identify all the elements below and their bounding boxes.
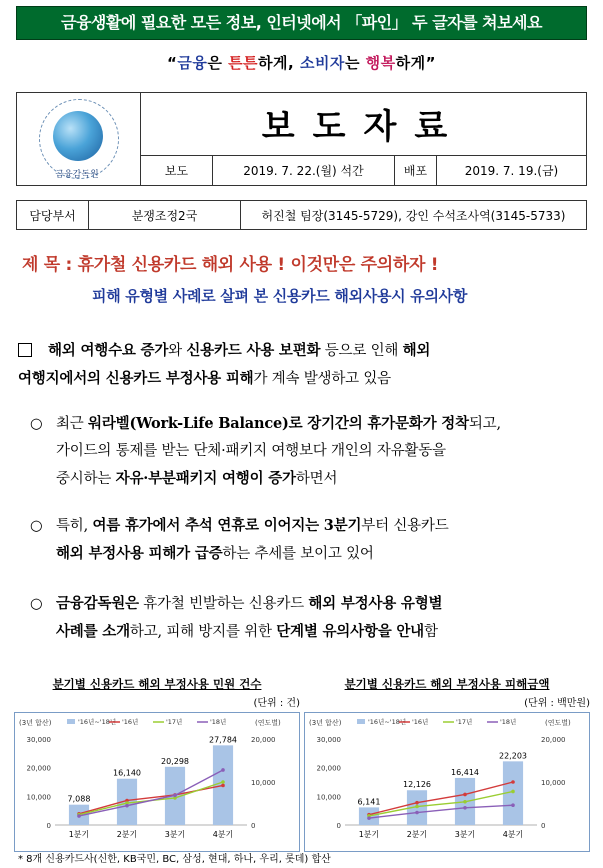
series-point bbox=[77, 814, 81, 818]
left-axis-label: (3년 합산) bbox=[19, 719, 52, 727]
series-line bbox=[369, 791, 513, 816]
y-tick-label: 0 bbox=[46, 822, 51, 830]
logo-text: 금융감독원 bbox=[55, 170, 99, 180]
bar-value-label: 20,298 bbox=[161, 756, 189, 766]
legend-label: '18년 bbox=[210, 718, 227, 726]
x-tick-label: 3분기 bbox=[164, 830, 186, 839]
series-point bbox=[221, 784, 225, 788]
series-point bbox=[463, 800, 467, 804]
text: 등으로 인해 bbox=[320, 343, 403, 359]
text-bold: 해외 여행수요 증가 bbox=[48, 342, 169, 359]
y2-tick-label: 10,000 bbox=[541, 779, 566, 787]
text-bold: 사례를 소개 bbox=[56, 623, 130, 640]
series-point bbox=[463, 806, 467, 810]
text: 휴가철 빈발하는 신용카드 bbox=[138, 596, 309, 612]
bar-value-label: 22,203 bbox=[499, 751, 527, 761]
x-tick-label: 1분기 bbox=[68, 830, 90, 839]
chart-unit: (단위 : 건) bbox=[253, 698, 300, 709]
text: 하면서 bbox=[295, 471, 338, 487]
fss-logo bbox=[17, 93, 137, 185]
right-axis-label: (연도별) bbox=[545, 719, 571, 727]
text: 되고, bbox=[468, 416, 501, 432]
release-date: 2019. 7. 22.(월) 석간 bbox=[213, 155, 395, 185]
legend-label: '17년 bbox=[456, 718, 473, 726]
text: 함 bbox=[423, 624, 438, 640]
slogan bbox=[0, 52, 603, 73]
x-tick-label: 3분기 bbox=[454, 830, 476, 839]
bullet-1 bbox=[30, 410, 588, 493]
circle-bullet-icon: ○ bbox=[30, 596, 43, 612]
series-point bbox=[221, 768, 225, 772]
dist-label: 배포 bbox=[395, 155, 437, 185]
y2-tick-label: 20,000 bbox=[541, 736, 566, 744]
series-point bbox=[511, 780, 515, 784]
slogan-word: 는 bbox=[344, 54, 366, 72]
text-bold: 신용카드 사용 보편화 bbox=[186, 342, 321, 359]
x-tick-label: 4분기 bbox=[502, 830, 524, 839]
title-cell bbox=[141, 93, 587, 156]
bullet-2 bbox=[30, 512, 588, 568]
page-title: 보도자료 bbox=[261, 107, 466, 148]
slogan-word: 소비자 bbox=[299, 54, 345, 72]
subject-heading: 제 목 : 휴가철 신용카드 해외 사용 ! 이것만은 주의하자 ! bbox=[22, 255, 439, 275]
slogan-word: 금융 bbox=[177, 54, 208, 72]
y2-tick-label: 0 bbox=[251, 822, 256, 830]
release-label: 보도 bbox=[141, 155, 213, 185]
series-point bbox=[367, 816, 371, 820]
series-point bbox=[415, 811, 419, 815]
chart-complaints bbox=[14, 676, 300, 852]
text-bold: 해외 bbox=[402, 342, 431, 359]
slogan-word: 튼튼 bbox=[228, 54, 259, 72]
x-tick-label: 1분기 bbox=[358, 830, 380, 839]
chart-svg bbox=[305, 713, 589, 851]
chart-unit: (단위 : 백만원) bbox=[524, 698, 590, 709]
legend-label: '16년 bbox=[412, 718, 429, 726]
bar-value-label: 27,784 bbox=[209, 735, 237, 745]
text-bold: 워라벨(Work-Life Balance) bbox=[88, 415, 289, 432]
legend-swatch bbox=[357, 719, 365, 724]
slogan-open-quote: “ bbox=[167, 54, 178, 72]
legend-label: '18년 bbox=[500, 718, 517, 726]
series-point bbox=[221, 780, 225, 784]
slogan-word: 은 bbox=[207, 54, 229, 72]
checkbox-square-icon bbox=[18, 343, 32, 357]
circle-bullet-icon: ○ bbox=[30, 416, 43, 432]
text-bold: 금융감독원은 bbox=[56, 595, 139, 612]
y-tick-label: 10,000 bbox=[26, 793, 51, 802]
y-tick-label: 20,000 bbox=[26, 764, 51, 773]
x-tick-label: 4분기 bbox=[212, 830, 234, 839]
dept-value: 분쟁조정2국 bbox=[89, 201, 241, 230]
bar-value-label: 12,126 bbox=[403, 780, 431, 790]
right-axis-label: (연도별) bbox=[255, 719, 281, 727]
footnote: * 8개 신용카드사(신한, KB국민, BC, 삼성, 현대, 하나, 우리, 롯데) 합산 bbox=[18, 854, 331, 865]
legend-label: '16년~'18년 bbox=[368, 718, 407, 726]
text-bold: 여름 휴가에서 추석 연휴로 이어지는 3분기 bbox=[92, 517, 362, 534]
slogan-word: 하게, bbox=[258, 54, 300, 72]
y-tick-label: 30,000 bbox=[26, 736, 51, 744]
legend-label: '16년~'18년 bbox=[78, 718, 117, 726]
y2-tick-label: 20,000 bbox=[251, 736, 276, 744]
chart-frame bbox=[14, 712, 300, 852]
series-point bbox=[415, 805, 419, 809]
contacts-value: 허진철 팀장(3145-5729), 강인 수석조사역(3145-5733) bbox=[241, 201, 587, 230]
y-tick-label: 10,000 bbox=[316, 793, 341, 802]
series-point bbox=[463, 793, 467, 797]
text: 하고, 피해 방지를 위한 bbox=[129, 624, 277, 640]
text-bold: 여행지에서의 신용카드 부정사용 피해 bbox=[18, 370, 254, 387]
slogan-word: 하게 bbox=[395, 54, 426, 72]
x-tick-label: 2분기 bbox=[116, 830, 138, 839]
text: 최근 bbox=[56, 416, 89, 432]
bullet-3 bbox=[30, 590, 588, 646]
bar-value-label: 7,088 bbox=[67, 794, 91, 804]
text-bold: 자유·부분패키지 여행이 증가 bbox=[115, 470, 296, 487]
y-tick-label: 20,000 bbox=[316, 764, 341, 773]
dist-date: 2019. 7. 19.(금) bbox=[437, 155, 587, 185]
left-axis-label: (3년 합산) bbox=[309, 719, 342, 727]
y2-tick-label: 0 bbox=[541, 822, 546, 830]
y-tick-label: 0 bbox=[336, 822, 341, 830]
series-point bbox=[415, 801, 419, 805]
text: 가 계속 발생하고 있음 bbox=[253, 371, 391, 387]
y-tick-label: 30,000 bbox=[316, 736, 341, 744]
text: 특히, bbox=[56, 518, 93, 534]
legend-label: '16년 bbox=[122, 718, 139, 726]
bar-value-label: 16,140 bbox=[113, 768, 141, 778]
series-point bbox=[173, 794, 177, 798]
text: 하는 추세를 보이고 있어 bbox=[222, 546, 374, 562]
text: 중시하는 bbox=[56, 471, 116, 487]
text-bold: 단계별 유의사항을 안내 bbox=[276, 623, 424, 640]
circle-bullet-icon: ○ bbox=[30, 518, 43, 534]
subtitle-heading: 피해 유형별 사례로 살펴 본 신용카드 해외사용시 유의사항 bbox=[92, 287, 468, 305]
text-bold: 해외 부정사용 유형별 bbox=[308, 595, 443, 612]
text: 와 bbox=[168, 343, 187, 359]
logo-cell bbox=[17, 93, 141, 186]
chart-title: 분기별 신용카드 해외 부정사용 피해금액 bbox=[344, 677, 550, 691]
series-point bbox=[125, 804, 129, 808]
text-bold: 해외 부정사용 피해가 급증 bbox=[56, 545, 223, 562]
chart-damage bbox=[304, 676, 590, 852]
x-tick-label: 2분기 bbox=[406, 830, 428, 839]
legend-swatch bbox=[67, 719, 75, 724]
series-point bbox=[511, 790, 515, 794]
header-table bbox=[16, 92, 587, 186]
legend-label: '17년 bbox=[166, 718, 183, 726]
chart-title: 분기별 신용카드 해외 부정사용 민원 건수 bbox=[52, 677, 262, 691]
bar-value-label: 16,414 bbox=[451, 767, 479, 777]
y2-tick-label: 10,000 bbox=[251, 779, 276, 787]
paragraph-main bbox=[18, 337, 588, 393]
series-point bbox=[511, 803, 515, 807]
slogan-word: 행복 bbox=[365, 54, 396, 72]
slogan-close-quote: ” bbox=[425, 54, 436, 72]
text: 부터 신용카드 bbox=[361, 518, 449, 534]
text: 가이드의 통제를 받는 단체·패키지 여행보다 개인의 자유활동을 bbox=[56, 443, 446, 459]
chart-svg bbox=[15, 713, 299, 851]
text-bold: 로 bbox=[288, 415, 308, 432]
text-bold: 장기간의 휴가문화가 정착 bbox=[307, 415, 469, 432]
dept-label: 담당부서 bbox=[17, 201, 89, 230]
chart-frame bbox=[304, 712, 590, 852]
top-banner: 금융생활에 필요한 모든 정보, 인터넷에서 「파인」 두 글자를 쳐보세요 bbox=[16, 6, 587, 40]
info-table bbox=[16, 200, 587, 230]
globe-icon bbox=[53, 111, 103, 161]
bar-value-label: 6,141 bbox=[357, 797, 381, 807]
